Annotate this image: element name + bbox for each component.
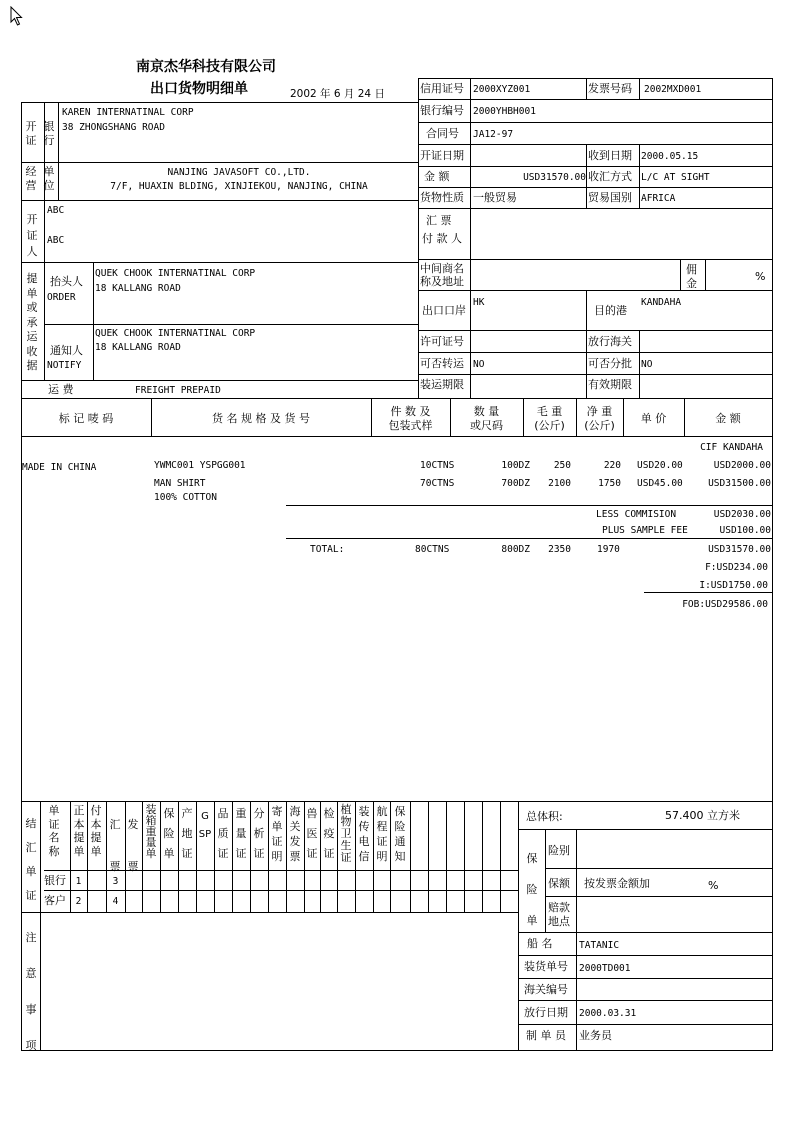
destination-port: KANDAHA: [641, 297, 682, 308]
insured-amount-value: 按发票金额加: [584, 877, 650, 890]
transship-label: 可否转运: [420, 357, 464, 370]
less-commission-label: LESS COMMISION: [596, 509, 677, 520]
doc-col-quarantine-cert: 检疫证: [323, 807, 335, 860]
trade-terms: CIF KANDAHA: [700, 442, 763, 453]
volume-value: 57.400 立方米: [665, 809, 740, 822]
col-header-gross-weight: 毛 重: [536, 405, 563, 418]
doc-col-analysis-cert: 分析证: [253, 807, 265, 860]
total-packages: 80CTNS: [415, 544, 450, 555]
bank-copies-original: 1: [75, 876, 82, 887]
page-title: 出口货物明细单: [150, 81, 248, 97]
doc-col-draft: 汇票: [109, 818, 121, 873]
vessel-name: TATANIC: [579, 940, 620, 951]
destination-label: 目的港: [594, 304, 627, 317]
doc-col-phyto-cert: 植物卫生证: [340, 803, 352, 864]
notes-label: 注意事项: [25, 931, 37, 1052]
receive-date: 2000.05.15: [641, 151, 699, 162]
issuing-bank-label: 开 证: [25, 120, 37, 147]
freight-amount: F:USD234.00: [705, 562, 768, 573]
col-header-unit-price: 单 价: [640, 412, 667, 425]
ship-date-label: 装运期限: [420, 378, 464, 391]
client-row-label: 客户: [44, 894, 66, 907]
customs-label: 放行海关: [588, 335, 632, 348]
operator-line1: NANJING JAVASOFT CO.,LTD.: [167, 167, 311, 178]
bank-address-line1: KAREN INTERNATINAL CORP: [62, 107, 194, 118]
row-unit-price: USD20.00: [637, 460, 683, 471]
total-label: TOTAL:: [310, 544, 345, 555]
shipping-mark: MADE IN CHINA: [22, 462, 97, 473]
document-maker: 业务员: [579, 1029, 612, 1042]
consignee-label-en: ORDER: [47, 292, 76, 303]
applicant-line1: ABC: [47, 205, 65, 216]
issue-date-label: 开证日期: [420, 149, 464, 162]
document-maker-label: 制 单 员: [526, 1029, 566, 1042]
insurance-policy-label: 保险单: [526, 852, 538, 927]
row-unit-price: USD45.00: [637, 478, 683, 489]
row-amount: USD2000.00: [713, 460, 771, 471]
goods-nature: 一般贸易: [473, 191, 517, 204]
row-quantity: 700DZ: [501, 478, 530, 489]
total-amount: USD31570.00: [708, 544, 771, 555]
shipping-order-number: 2000TD001: [579, 963, 631, 974]
commission-unit: %: [755, 270, 766, 283]
insurance-type-label: 险别: [548, 844, 570, 857]
doc-col-vet-cert: 兽医证: [306, 807, 318, 860]
doc-col-weight-cert: 重量证: [235, 807, 247, 860]
col-header-quantity-2: 或尺码: [470, 419, 503, 432]
row-packages: 70CTNS: [420, 478, 455, 489]
row-net-weight: 1750: [598, 478, 621, 489]
insured-amount-pct: %: [708, 879, 719, 892]
export-port: HK: [473, 297, 485, 308]
doc-col-customs-invoice: 海关发票: [289, 805, 301, 863]
claim-place-label-2: 地点: [548, 915, 570, 928]
row-net-weight: 220: [603, 460, 621, 471]
total-gross-weight: 2350: [548, 544, 571, 555]
col-header-gross-weight-2: (公斤): [534, 419, 565, 432]
trade-country: AFRICA: [641, 193, 676, 204]
drawee-label-line2: 付 款 人: [422, 232, 462, 245]
transship-value: NO: [473, 359, 485, 370]
row-quantity: 100DZ: [501, 460, 530, 471]
middleman-label-line2: 称及地址: [420, 275, 464, 288]
doc-col-voyage-cert: 航程证明: [376, 805, 388, 863]
row-packages: 10CTNS: [420, 460, 455, 471]
col-header-packages: 件 数 及: [390, 405, 431, 418]
claim-place-label: 赔款: [548, 901, 570, 914]
commission-label: 佣: [686, 263, 697, 276]
customs-number-label: 海关编号: [524, 983, 568, 996]
col-header-net-weight: 净 重: [586, 405, 613, 418]
amount-label: 金 额: [424, 170, 450, 183]
col-header-quantity: 数 量: [473, 405, 500, 418]
doc-col-packing-list: 装箱重量单: [145, 803, 157, 860]
middleman-label: 中间商名: [420, 262, 464, 275]
doc-col-original-bl: 正本提单: [73, 804, 85, 858]
lc-number-label: 信用证号: [420, 82, 464, 95]
client-copies-draft: 4: [112, 896, 119, 907]
receive-date-label: 收到日期: [588, 149, 632, 162]
col-header-marks: 标 记 唛 码: [58, 412, 114, 425]
operator-line2: 7/F, HUAXIN BLDING, XINJIEKOU, NANJING, CHINA: [110, 181, 368, 192]
release-date-label: 放行日期: [524, 1006, 568, 1019]
fob-amount: FOB:USD29586.00: [682, 599, 768, 610]
total-net-weight: 1970: [597, 544, 620, 555]
bank-number: 2000YHBH001: [473, 106, 536, 117]
col-header-net-weight-2: (公斤): [584, 419, 615, 432]
issuing-bank-label-2: 银 行: [43, 120, 55, 147]
bank-address-line2: 38 ZHONGSHANG ROAD: [62, 122, 165, 133]
consignee-line1: QUEK CHOOK INTERNATINAL CORP: [95, 268, 256, 279]
doc-col-quality-cert: 品质证: [217, 807, 229, 860]
plus-sample-label: PLUS SAMPLE FEE: [602, 525, 688, 536]
trade-country-label: 贸易国别: [588, 191, 632, 204]
row-description: YWMC001 YSPGG001: [154, 460, 246, 471]
contract-label: 合同号: [426, 127, 459, 140]
notify-label-en: NOTIFY: [47, 360, 82, 371]
applicant-line2: ABC: [47, 235, 65, 246]
license-label: 许可证号: [420, 335, 464, 348]
less-commission-value: USD2030.00: [713, 509, 771, 520]
lc-number: 2000XYZ001: [473, 84, 531, 95]
notify-line1: QUEK CHOOK INTERNATINAL CORP: [95, 328, 256, 339]
bank-number-label: 银行编号: [420, 104, 464, 117]
insured-amount-label: 保额: [548, 877, 570, 890]
doc-col-insurance-policy: 保险单: [163, 807, 175, 860]
client-copies-original: 2: [75, 896, 82, 907]
partial-label: 可否分批: [588, 357, 632, 370]
plus-sample-value: USD100.00: [719, 525, 771, 536]
description-extra: 100% COTTON: [154, 492, 217, 503]
release-date: 2000.03.31: [579, 1008, 637, 1019]
doc-col-gsp: GSP: [198, 811, 212, 840]
doc-col-insurance-notice: 保险通知: [394, 805, 406, 863]
company-name: 南京杰华科技有限公司: [136, 59, 276, 75]
doc-col-name: 单证名称: [48, 804, 60, 858]
mouse-cursor-icon: [10, 6, 24, 26]
consignee-label: 抬头人: [50, 275, 83, 288]
col-header-description: 货 名 规 格 及 货 号: [212, 412, 310, 425]
notify-label: 通知人: [50, 344, 83, 357]
operator-label: 经 营: [25, 165, 37, 192]
row-amount: USD31500.00: [708, 478, 771, 489]
col-header-amount: 金 额: [715, 412, 741, 425]
settlement-docs-label: 结汇单证: [25, 817, 37, 902]
row-description: MAN SHIRT: [154, 478, 206, 489]
bank-row-label: 银行: [44, 874, 66, 887]
collect-method-label: 收汇方式: [588, 170, 632, 183]
operator-label-2: 单 位: [43, 165, 55, 192]
doc-col-origin-cert: 产地证: [181, 807, 193, 860]
applicant-label: 开证人: [26, 213, 38, 258]
collect-method: L/C AT SIGHT: [641, 172, 710, 183]
doc-col-mailing-proof: 寄单证明: [271, 805, 283, 863]
commission-label-line2: 金: [686, 277, 697, 290]
shipping-order-label: 装货单号: [524, 960, 568, 973]
bill-of-lading-label: 提单或承运收据: [26, 272, 38, 372]
doc-col-invoice: 发票: [127, 818, 139, 873]
invoice-number: 2002MXD001: [644, 84, 702, 95]
vessel-label: 船 名: [527, 937, 553, 950]
row-gross-weight: 250: [553, 460, 571, 471]
export-port-label: 出口口岸: [422, 304, 466, 317]
notify-line2: 18 KALLANG ROAD: [95, 342, 181, 353]
contract-number: JA12-97: [473, 129, 514, 140]
valid-date-label: 有效期限: [588, 378, 632, 391]
freight-label: 运 费: [48, 383, 74, 396]
col-header-packages-2: 包装式样: [388, 419, 433, 432]
partial-value: NO: [641, 359, 653, 370]
drawee-label: 汇 票: [426, 214, 452, 227]
amount-value: USD31570.00: [523, 172, 586, 183]
doc-col-shipping-advice: 装传电信: [358, 805, 370, 863]
volume-label: 总体积:: [526, 810, 563, 823]
invoice-number-label: 发票号码: [588, 82, 632, 95]
total-quantity: 800DZ: [501, 544, 530, 555]
goods-nature-label: 货物性质: [420, 191, 464, 204]
row-gross-weight: 2100: [548, 478, 571, 489]
freight-value: FREIGHT PREPAID: [135, 385, 221, 396]
bank-copies-draft: 3: [112, 876, 119, 887]
document-date: 2002 年 6 月 24 日: [290, 88, 385, 100]
doc-col-copy-bl: 付本提单: [90, 804, 102, 858]
consignee-line2: 18 KALLANG ROAD: [95, 283, 181, 294]
insurance-amount: I:USD1750.00: [699, 580, 768, 591]
